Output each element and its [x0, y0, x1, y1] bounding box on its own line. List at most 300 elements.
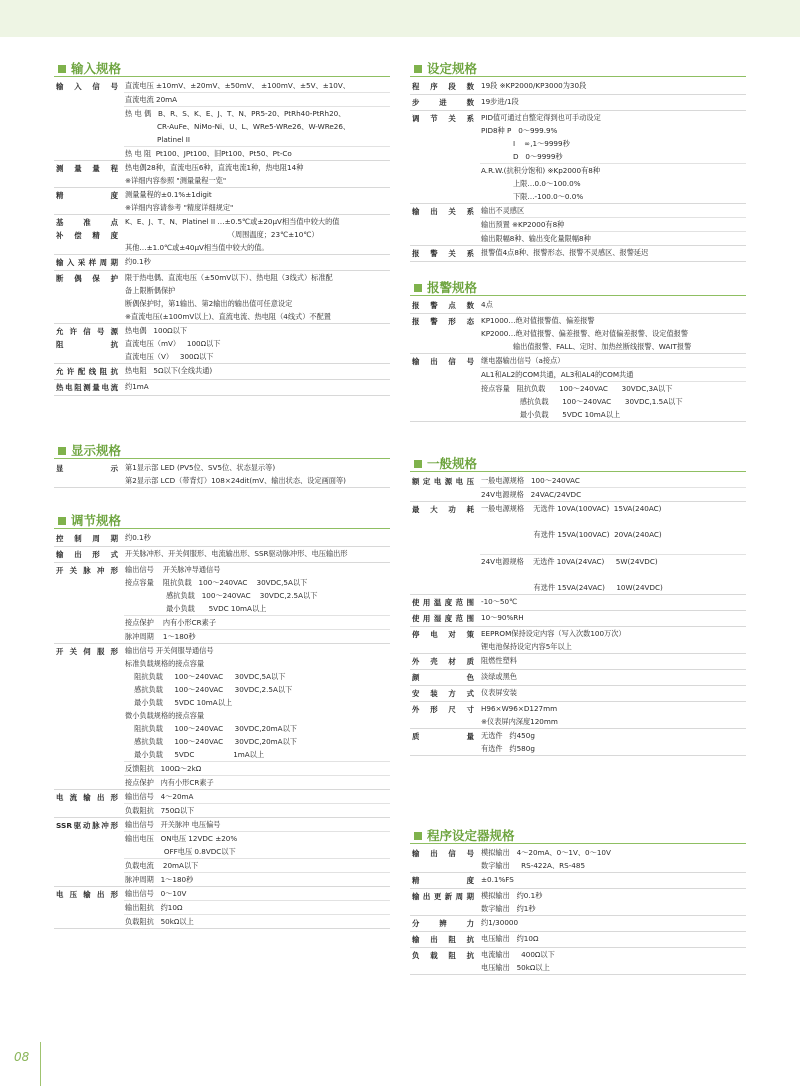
spec-values [480, 846, 746, 872]
spec-value-line: ※详细内容参照 "测量量程一览" [125, 176, 227, 185]
section-title: 程序设定器规格 [427, 828, 515, 843]
spec-value-line: 脉冲周期 1～180秒 [124, 629, 390, 643]
spec-values [124, 547, 390, 562]
spec-label [410, 595, 480, 610]
spec-values [480, 298, 746, 313]
spec-row [410, 95, 746, 111]
spec-value-line: EEPROM保持设定内容（写入次数100万次） [481, 629, 626, 638]
spec-label [54, 818, 124, 886]
spec-values [480, 729, 746, 755]
spec-label-line: 补偿精度 [56, 231, 118, 240]
spec-value-line: 电流输出 400Ω以下 [481, 950, 555, 959]
spec-value-line: ※仪表屏内深度120mm [481, 717, 558, 726]
spec-values [480, 873, 746, 888]
section-title: 设定规格 [427, 61, 478, 76]
spec-value-line: 阻抗负载 100～240VAC 30VDC,5A以下 [125, 672, 286, 681]
spec-value-line: 反馈阻抗 100Ω～2kΩ [124, 761, 390, 775]
spec-value-line: 热电阻 5Ω以下(全线共通) [125, 366, 213, 375]
spec-label [410, 889, 480, 915]
spec-label-line: 输出形式 [56, 550, 118, 559]
spec-value-line: 电压输出 约10Ω [481, 934, 539, 943]
spec-label-line: 开关脉冲形 [56, 566, 118, 575]
section-heading [410, 280, 746, 296]
spec-value-line: KP1000…绝对值报警值、偏差报警 [481, 316, 595, 325]
spec-values [480, 314, 746, 353]
spec-value-line: 输出信号 4～20mA [125, 792, 194, 801]
square-bullet-icon [58, 447, 66, 455]
spec-value-line: H96×W96×D127mm [481, 704, 558, 713]
section-control [54, 513, 390, 929]
spec-label-line: SSR驱动脉冲形 [56, 821, 118, 830]
section-alarm [410, 280, 746, 422]
spec-values [480, 948, 746, 974]
spec-row [410, 611, 746, 627]
spec-label-line: 输出信号 [412, 357, 474, 366]
spec-row [54, 531, 390, 547]
spec-row [54, 79, 390, 161]
section-title: 输入规格 [71, 61, 122, 76]
spec-value-line: CR-AuFe、NiMo-Ni、U、L、WRe5-WRe26、W-WRe26、 [125, 122, 351, 131]
section-display [54, 443, 390, 488]
spec-row [54, 461, 390, 488]
spec-value-line: 热 电 偶 B、R、S、K、E、J、T、N、PR5-20、PtRh40-PtRh20、 [124, 106, 390, 120]
spec-value-line: 输出不灵感区 [481, 206, 525, 215]
spec-row [54, 161, 390, 188]
spec-value-line: 19段 ※KP2000/KP3000为30段 [481, 81, 587, 90]
spec-label [410, 79, 480, 94]
spec-label [54, 79, 124, 160]
spec-value-line: 模拟输出 4～20mA、0～1V、0～10V [481, 848, 611, 857]
spec-row [410, 670, 746, 686]
spec-label-line: 断偶保护 [56, 274, 118, 283]
spec-value-line: 约0.1秒 [125, 257, 151, 266]
spec-value-line: 10～90%RH [481, 613, 524, 622]
spec-label [410, 729, 480, 755]
spec-value-line: 约0.1秒 [125, 533, 151, 542]
spec-value-line: 输出值报警、FALL、定时、加热丝断线报警、WAIT报警 [481, 342, 692, 351]
spec-value-line: ※详细内容请参考 "精度详细规定" [125, 203, 234, 212]
spec-value-line: 19步进/1段 [481, 97, 519, 106]
spec-value-line: 淡绿或黑色 [481, 672, 517, 681]
section-title: 调节规格 [71, 513, 122, 528]
spec-row [410, 502, 746, 595]
spec-value-line: 有选件 15VA(24VAC) 10W(24VDC) [481, 583, 663, 592]
spec-values [480, 889, 746, 915]
spec-value-line: 接点容量 阻抗负载 100～240VAC 30VDC,5A以下 [125, 578, 308, 587]
square-bullet-icon [414, 832, 422, 840]
spec-label-line: 控制周期 [56, 534, 118, 543]
spec-value-line: 上限…0.0～100.0% [481, 179, 581, 188]
spec-value-line: 直流电压（mV） 100Ω以下 [125, 339, 221, 348]
spec-label [410, 298, 480, 313]
spec-label-line: 热电阻测量电流 [56, 383, 118, 392]
spec-row [54, 215, 390, 255]
spec-label [54, 531, 124, 546]
spec-value-line: 输出预置 ※KP2000有8种 [480, 217, 746, 231]
section-setting [410, 61, 746, 262]
spec-value-line: 负载电流 20mA以下 [124, 858, 390, 872]
spec-row [410, 729, 746, 756]
spec-value-line: 报警值4点8种、报警形态、报警不灵感区、报警延迟 [481, 248, 649, 257]
spec-label [410, 654, 480, 669]
spec-values [124, 364, 390, 379]
spec-value-line: 热电偶 100Ω以下 [125, 326, 188, 335]
spec-value-line: D 0～9999秒 [481, 152, 563, 161]
spec-values [124, 255, 390, 270]
spec-row [54, 364, 390, 380]
spec-label [410, 502, 480, 594]
spec-label-line: 输出信号 [412, 849, 474, 858]
spec-label [410, 474, 480, 501]
spec-row [410, 111, 746, 204]
spec-value-line: 最小负载 5VDC 10mA以上 [125, 698, 233, 707]
spec-value-line: 输出电压 ON电压 12VDC ±20% [124, 831, 390, 845]
spec-label [54, 324, 124, 363]
spec-value-line: 第2显示部 LCD（带背灯）108×24dit(mV、输出状态、设定画面等) [125, 476, 346, 485]
spec-label [410, 246, 480, 261]
spec-label-line: 外形尺寸 [412, 705, 474, 714]
spec-label-line: 输出阻抗 [412, 935, 474, 944]
spec-values [480, 95, 746, 110]
spec-values [124, 563, 390, 643]
spec-value-line: 下限…-100.0～0.0% [481, 192, 584, 201]
spec-label-line: 程序段数 [412, 82, 474, 91]
spec-value-line: 测量量程的±0.1%±1digit [125, 190, 212, 199]
spec-label-line: 额定电源电压 [412, 477, 474, 486]
spec-label [410, 204, 480, 245]
spec-values [124, 188, 390, 214]
spec-value-line: 直流电流 20mA [124, 92, 390, 106]
section-title: 报警规格 [427, 280, 478, 295]
section-heading [54, 61, 390, 77]
spec-label-line: 外壳材质 [412, 657, 474, 666]
spec-label-line: 最大功耗 [412, 505, 474, 514]
spec-value-line: AL1和AL2的COM共通，AL3和AL4的COM共通 [480, 367, 746, 381]
spec-values [480, 627, 746, 653]
spec-label [410, 314, 480, 353]
spec-label [54, 887, 124, 928]
spec-row [410, 948, 746, 975]
spec-row [410, 873, 746, 889]
spec-label [410, 111, 480, 203]
spec-value-line [480, 568, 746, 581]
spec-value-line: 仪表屏安装 [481, 688, 517, 697]
spec-row [410, 298, 746, 314]
spec-row [410, 702, 746, 729]
spec-value-line: （周围温度；23℃±10℃） [125, 230, 319, 239]
spec-row [54, 818, 390, 887]
spec-label-line: 负载阻抗 [412, 951, 474, 960]
spec-values [480, 611, 746, 626]
spec-value-line: 继电器输出信号（a接点） [481, 356, 565, 365]
spec-label-line: 使用湿度范围 [412, 614, 474, 623]
spec-label [410, 873, 480, 888]
spec-value-line: 输出阻抗 约10Ω [124, 900, 390, 914]
section-general [410, 456, 746, 756]
spec-label-line: 电流输出形 [56, 793, 118, 802]
spec-value-line: 24V电源规格 无选件 10VA(24VAC) 5W(24VDC) [480, 554, 746, 568]
square-bullet-icon [414, 460, 422, 468]
spec-values [480, 246, 746, 261]
spec-label [54, 271, 124, 323]
spec-label [54, 563, 124, 643]
spec-value-line: -10～50℃ [481, 597, 518, 606]
spec-label [410, 95, 480, 110]
spec-values [124, 271, 390, 323]
page-number: 08 [14, 1050, 30, 1064]
spec-label-line: 开关伺服形 [56, 647, 118, 656]
spec-values [124, 644, 390, 789]
spec-row [410, 595, 746, 611]
spec-label-line: 报警关系 [412, 249, 474, 258]
spec-label [54, 380, 124, 395]
spec-label [54, 644, 124, 789]
spec-values [480, 670, 746, 685]
spec-label-line: 精 度 [412, 876, 474, 885]
spec-value-line: 约1mA [125, 382, 149, 391]
spec-values [480, 354, 746, 421]
spec-values [124, 79, 390, 160]
spec-values [124, 461, 390, 487]
spec-value-line: 阻燃性塑料 [481, 656, 517, 665]
section-title: 一般规格 [427, 456, 478, 471]
spec-label-line: 安装方式 [412, 689, 474, 698]
spec-value-line: PID8种 P 0～999.9% [481, 126, 558, 135]
spec-value-line: 有选件 约580g [481, 744, 535, 753]
spec-value-line: 热电偶28种，直流电压6种，直流电流1种，热电阻14种 [125, 163, 304, 172]
spec-label [54, 461, 124, 487]
spec-label-line: 分 辨 力 [412, 919, 474, 928]
margin-line [40, 1042, 41, 1086]
spec-label-line: 电压输出形 [56, 890, 118, 899]
spec-label [410, 627, 480, 653]
section-heading [410, 61, 746, 77]
spec-values [124, 161, 390, 187]
spec-row [410, 79, 746, 95]
spec-row [410, 654, 746, 670]
spec-value-line: 4点 [481, 300, 493, 309]
spec-label [54, 161, 124, 187]
spec-value-line: KP2000…绝对值报警、偏差报警、绝对值偏差报警、设定值报警 [481, 329, 689, 338]
spec-value-line: 阻抗负载 100～240VAC 30VDC,20mA以下 [125, 724, 297, 733]
spec-values [480, 686, 746, 701]
spec-row [410, 474, 746, 502]
spec-values [124, 215, 390, 254]
spec-value-line: OFF电压 0.8VDC以下 [125, 847, 236, 856]
spec-label [410, 702, 480, 728]
spec-label-line: 使用温度范围 [412, 598, 474, 607]
spec-value-line: 直流电压 ±10mV、±20mV、±50mV、 ±100mV、±5V、±10V、 [125, 81, 350, 90]
spec-row [54, 324, 390, 364]
spec-label-line: 报警形态 [412, 317, 474, 326]
spec-value-line: 热 电 阻 Pt100、JPt100、旧Pt100、Pt50、Pt-Co [124, 146, 390, 160]
spec-value-line: 脉冲周期 1～180秒 [124, 872, 390, 886]
spec-label-line: 输入信号 [56, 82, 118, 91]
spec-label-line: 步 进 数 [412, 98, 474, 107]
spec-values [480, 204, 746, 245]
section-heading [54, 443, 390, 459]
section-heading [54, 513, 390, 529]
spec-values [480, 79, 746, 94]
spec-label [410, 846, 480, 872]
spec-values [124, 818, 390, 886]
spec-value-line: ※直流电压(±100mV以上)、直流电流、热电阻（4线式）不配置 [125, 312, 331, 321]
spec-label-line: 显 示 [56, 464, 118, 473]
spec-values [480, 932, 746, 947]
spec-value-line: 微小负载规格的接点容量 [125, 711, 205, 720]
spec-row [410, 686, 746, 702]
spec-row [54, 380, 390, 396]
spec-value-line: PID值可通过自整定得到也可手动设定 [481, 113, 601, 122]
spec-values [480, 702, 746, 728]
spec-value-line: 感抗负载 100～240VAC 30VDC,20mA以下 [125, 737, 297, 746]
spec-label [54, 547, 124, 562]
spec-value-line: 最小负载 5VDC 10mA以上 [481, 410, 621, 419]
spec-label-line: 输入采样周期 [56, 258, 118, 267]
spec-value-line: 输出信号 0～10V [125, 889, 187, 898]
spec-value-line: 约1/30000 [481, 918, 519, 927]
spec-value-line: 第1显示部 LED (PV5位、SV5位、状态显示等) [125, 463, 276, 472]
spec-row [54, 887, 390, 929]
top-band [0, 0, 800, 37]
spec-value-line: 24V电源规格 24VAC/24VDC [480, 487, 746, 501]
spec-label [54, 188, 124, 214]
spec-value-line: 最小负载 5VDC 10mA以上 [125, 604, 267, 613]
spec-label [410, 354, 480, 421]
spec-values [480, 474, 746, 501]
spec-value-line: 限于热电偶、直流电压（±50mV以下）、热电阻（3线式）标准配 [125, 273, 333, 282]
spec-row [410, 354, 746, 422]
spec-row [410, 314, 746, 354]
spec-label-line: 输出关系 [412, 207, 474, 216]
spec-row [410, 889, 746, 916]
spec-values [124, 324, 390, 363]
spec-value-line: 数字输出 约1秒 [481, 904, 536, 913]
spec-value-line: 电压输出 50kΩ以上 [481, 963, 550, 972]
spec-value-line: I ∞,1～9999秒 [481, 139, 570, 148]
spec-value-line [480, 541, 746, 554]
spec-label [410, 611, 480, 626]
spec-label-line: 允许信号源 [56, 327, 118, 336]
spec-values [124, 790, 390, 817]
spec-values [124, 380, 390, 395]
spec-values [124, 531, 390, 546]
spec-row [410, 627, 746, 654]
spec-values [480, 654, 746, 669]
spec-row [54, 271, 390, 324]
spec-value-line: 接点保护 内有小形CR素子 [124, 615, 390, 629]
spec-label [54, 215, 124, 254]
spec-value-line: 感抗负载 100～240VAC 30VDC,1.5A以下 [481, 397, 683, 406]
spec-row [54, 563, 390, 644]
spec-value-line: 一般电源规格 无选件 10VA(100VAC) 15VA(240AC) [481, 504, 662, 513]
spec-row [410, 932, 746, 948]
spec-value-line: 最小负载 5VDC 1mA以上 [125, 750, 265, 759]
section-programmer [410, 828, 746, 975]
spec-label [54, 255, 124, 270]
spec-value-line: 无选件 约450g [481, 731, 535, 740]
spec-value-line: A.R.W.(抗积分饱和) ※Kp2000有8种 [480, 163, 746, 177]
spec-value-line: ±0.1%FS [481, 875, 514, 884]
spec-value-line: 有选件 15VA(100VAC) 20VA(240AC) [481, 530, 662, 539]
spec-label-line: 允许配线阻抗 [56, 367, 118, 376]
spec-value-line: 模拟输出 约0.1秒 [481, 891, 543, 900]
spec-label-line: 质 量 [412, 732, 474, 741]
spec-row [410, 204, 746, 246]
spec-values [480, 916, 746, 931]
spec-value-line: 标准负载规格的接点容量 [125, 659, 205, 668]
spec-label-line: 输出更新周期 [412, 892, 474, 901]
spec-values [480, 595, 746, 610]
spec-value-line: 输出信号 开关脉冲 电压偏号 [125, 820, 221, 829]
spec-label [410, 932, 480, 947]
spec-row [54, 790, 390, 818]
spec-label [410, 916, 480, 931]
spec-label [410, 670, 480, 685]
spec-value-line: 感抗负载 100～240VAC 30VDC,2.5A以下 [125, 591, 318, 600]
spec-value-line: Platinel II [125, 135, 191, 144]
spec-label-line: 报警点数 [412, 301, 474, 310]
spec-values [124, 887, 390, 928]
spec-label-line: 颜 色 [412, 673, 474, 682]
spec-row [54, 547, 390, 563]
square-bullet-icon [58, 517, 66, 525]
section-heading [410, 456, 746, 472]
spec-row [54, 644, 390, 790]
square-bullet-icon [58, 65, 66, 73]
spec-value-line: 锂电池保持设定内容5年以上 [481, 642, 572, 651]
spec-row [54, 255, 390, 271]
spec-value-line: 负载阻抗 50kΩ以上 [124, 914, 390, 928]
spec-values [480, 111, 746, 203]
spec-label-line: 停电对策 [412, 630, 474, 639]
spec-label-line: 基 准 点 [56, 218, 118, 227]
spec-value-line: 输出限幅8种、输出变化量限幅8种 [480, 231, 746, 245]
square-bullet-icon [414, 284, 422, 292]
spec-value-line: 其他…±1.0℃或±40μV相当值中较大的值。 [125, 243, 269, 252]
spec-value-line: 接点容量 阻抗负载 100～240VAC 30VDC,3A以下 [480, 381, 746, 395]
section-heading [410, 828, 746, 844]
spec-value-line: 备上限断偶保护 [125, 286, 176, 295]
spec-value-line: 一般电源规格 100～240VAC [481, 476, 580, 485]
spec-label [410, 686, 480, 701]
spec-value-line: 输出信号 开关脉冲导通信号 [125, 565, 221, 574]
spec-value-line: 负载阻抗 750Ω以下 [124, 803, 390, 817]
spec-value-line: 断偶保护时，第1输出、第2输出的输出值可任意设定 [125, 299, 293, 308]
spec-values [480, 502, 746, 594]
square-bullet-icon [414, 65, 422, 73]
spec-value-line: 输出信号 开关伺服导通信号 [125, 646, 214, 655]
spec-row [54, 188, 390, 215]
spec-label-line: 调节关系 [412, 114, 474, 123]
spec-value-line: K、E、J、T、N、Platinel II …±0.5℃或±20μV相当值中较大的值 [125, 217, 340, 226]
spec-label-line: 测 量 量 程 [56, 164, 118, 173]
spec-value-line: 开关脉冲形、开关伺服形、电流输出形、SSR驱动脉冲形、电压输出形 [125, 549, 348, 558]
spec-value-line: 感抗负载 100～240VAC 30VDC,2.5A以下 [125, 685, 293, 694]
spec-label-line: 精 度 [56, 191, 118, 200]
spec-row [410, 916, 746, 932]
section-input [54, 61, 390, 396]
spec-label [54, 790, 124, 817]
spec-label-line: 阻 抗 [56, 340, 118, 349]
spec-row [410, 246, 746, 262]
spec-row [410, 846, 746, 873]
spec-value-line: 直流电压（V） 300Ω以下 [125, 352, 214, 361]
spec-label [54, 364, 124, 379]
section-title: 显示规格 [71, 443, 122, 458]
spec-value-line: 数字输出 RS-422A、RS-485 [481, 861, 586, 870]
spec-value-line: 接点保护 内有小形CR素子 [124, 775, 390, 789]
